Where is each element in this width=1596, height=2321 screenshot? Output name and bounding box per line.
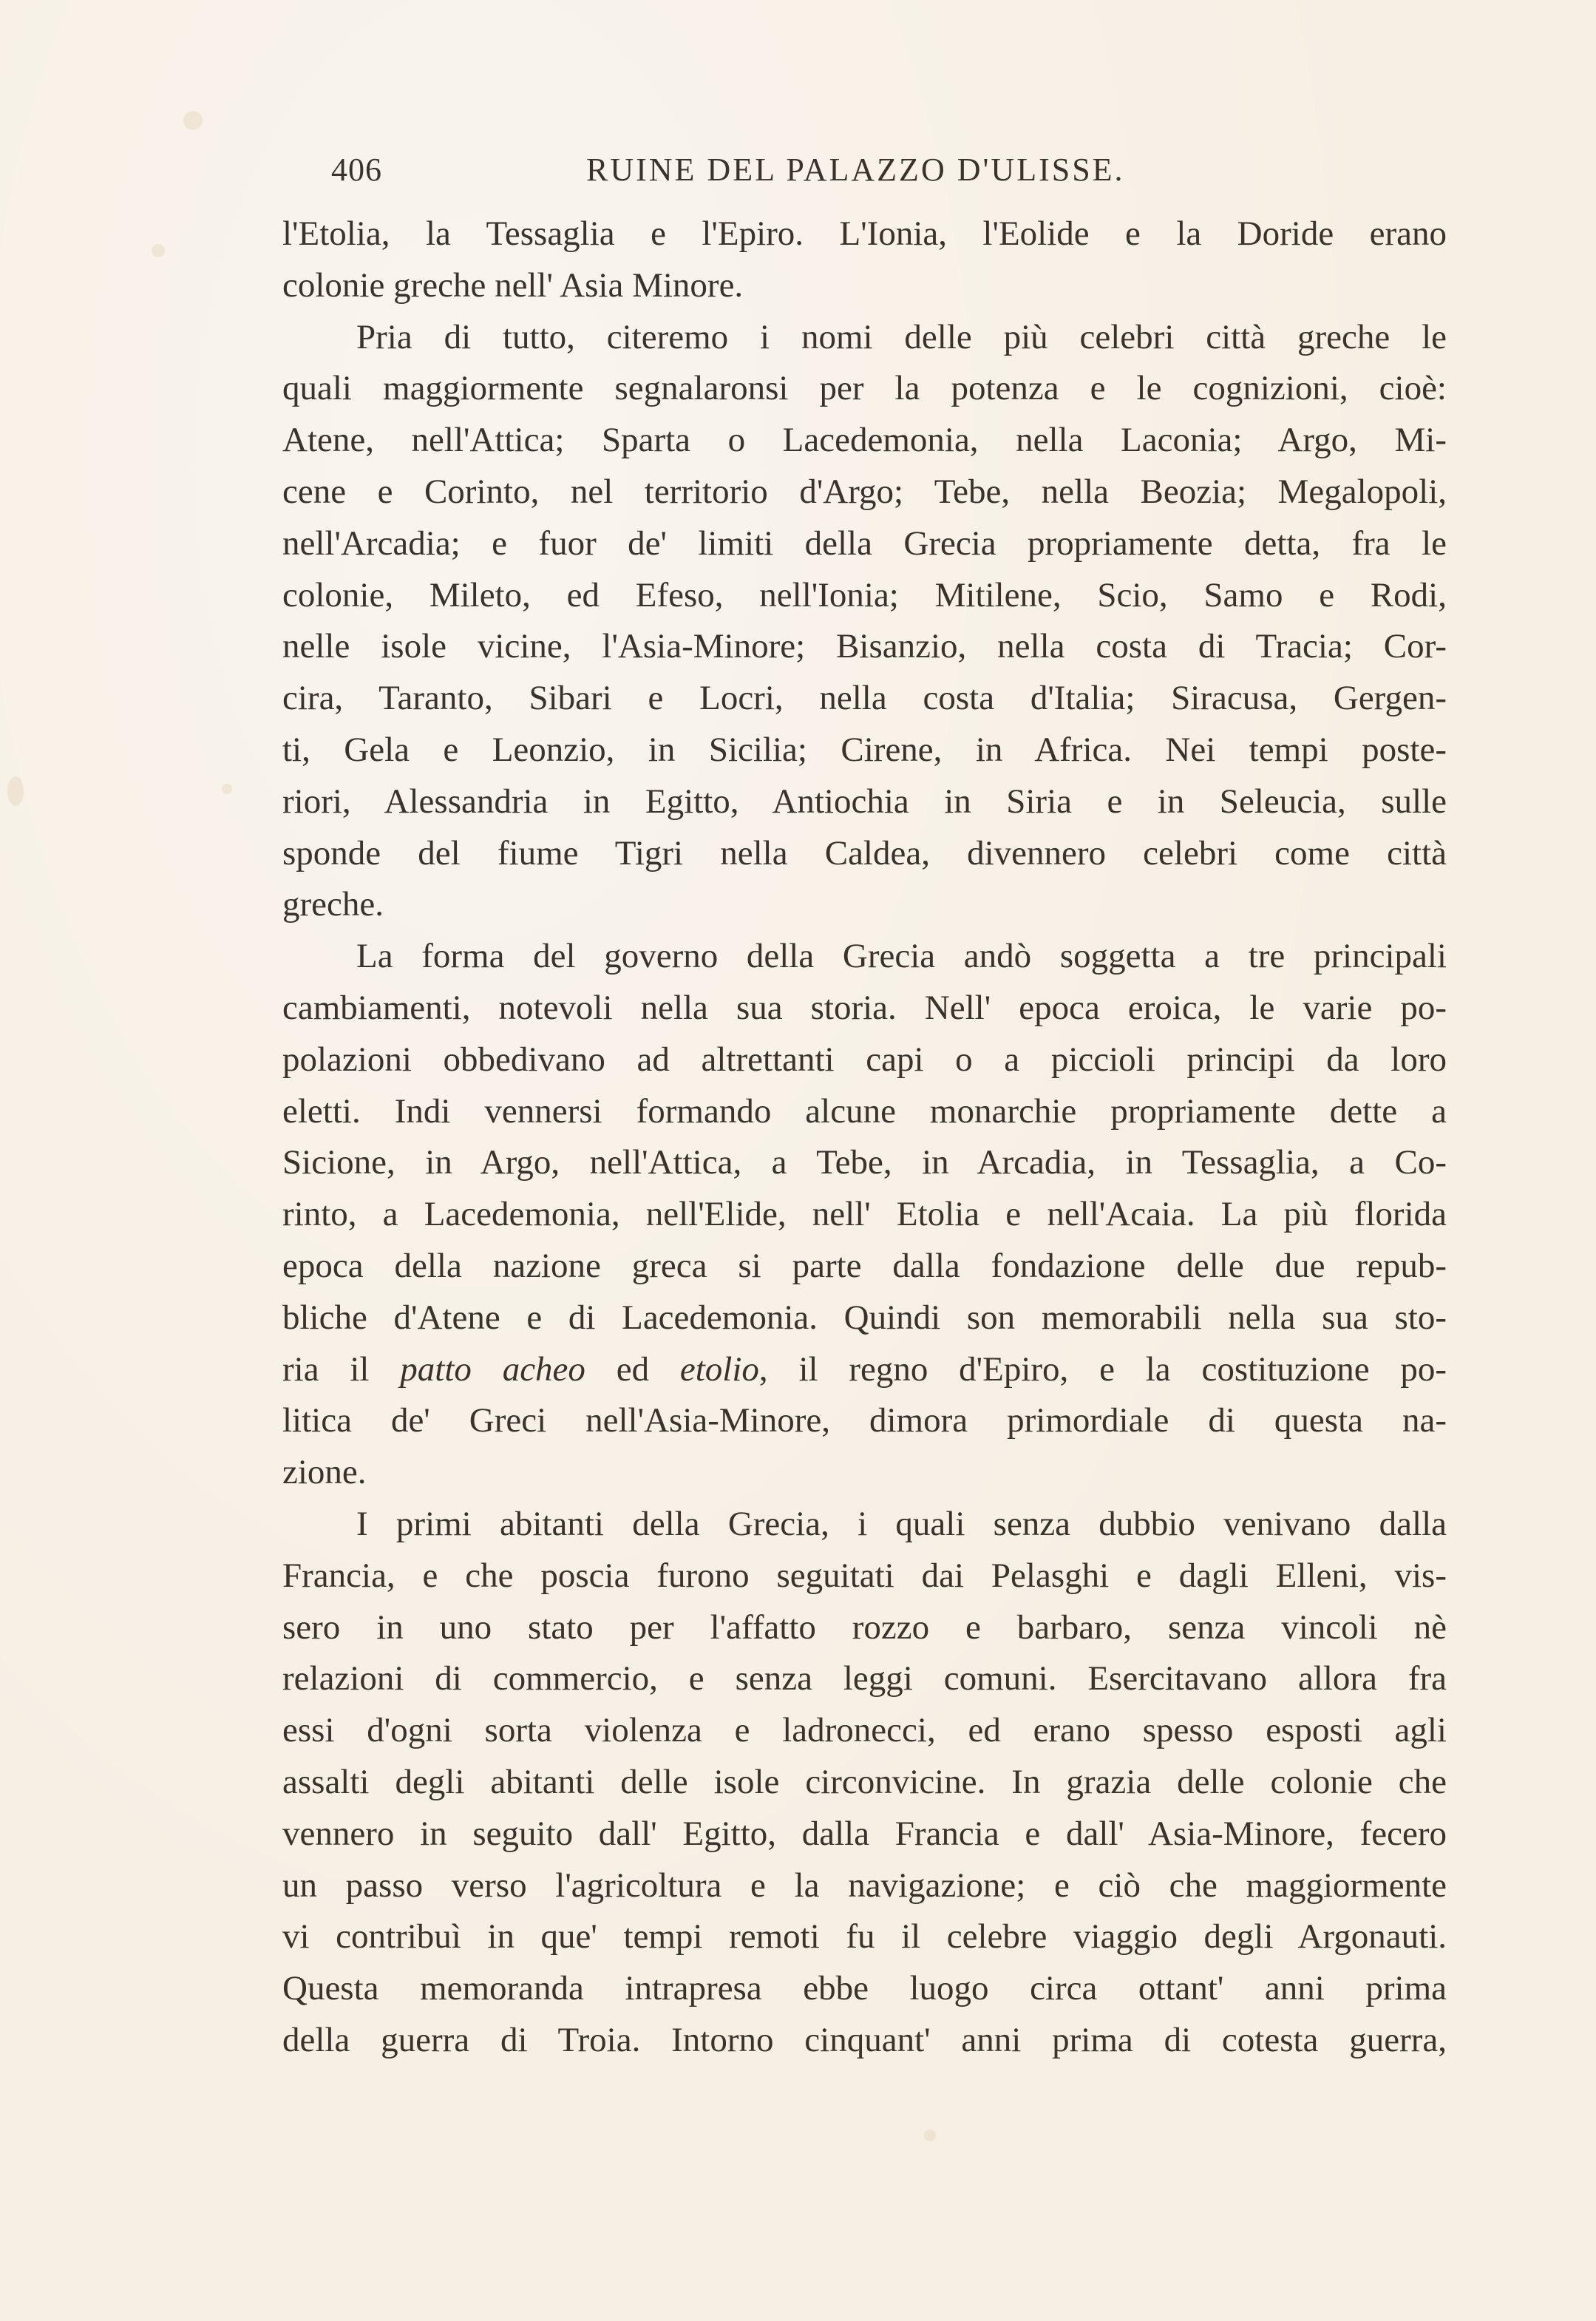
text-line: vennero in seguito dall' Egitto, dalla Francia e dall' Asia-Minore, fecero	[282, 1814, 1447, 1853]
text-line: zione.	[282, 1453, 367, 1492]
text-line: vi contribuì in que' tempi remoti fu il celebre viaggio degli Argonauti.	[282, 1917, 1447, 1956]
page-header	[331, 151, 1447, 203]
text-line-with-italics	[282, 1344, 1447, 1396]
text-line: colonie greche nell' Asia Minore.	[282, 265, 744, 305]
running-title: RUINE DEL PALAZZO D'ULISSE.	[586, 152, 1125, 188]
foxing-spot	[924, 2129, 936, 2141]
text-line: cira, Taranto, Sibari e Locri, nella costa d'Italia; Siracusa, Gergen-	[282, 679, 1447, 718]
text-line: essi d'ogni sorta violenza e ladronecci, ed erano spesso esposti agli	[282, 1711, 1447, 1750]
text-line: Francia, e che poscia furono seguitati dai Pelasghi e dagli Elleni, vis-	[282, 1556, 1447, 1595]
text-line: Questa memoranda intrapresa ebbe luogo circa ottant' anni prima	[282, 1969, 1447, 2008]
text-line: un passo verso l'agricoltura e la navigazione; e ciò che maggiormente	[282, 1866, 1447, 1905]
foxing-spot	[222, 784, 232, 794]
italic-term: patto acheo	[400, 1349, 585, 1389]
text-line: ti, Gela e Leonzio, in Sicilia; Cirene, in Africa. Nei tempi poste-	[282, 730, 1447, 769]
text-line: assalti degli abitanti delle isole circonvicine. In grazia delle colonie che	[282, 1762, 1447, 1801]
text-fragment: ria il	[282, 1349, 401, 1389]
italic-term: etolio	[679, 1349, 759, 1389]
text-line: riori, Alessandria in Egitto, Antiochia in Siria e in Seleucia, sulle	[282, 782, 1447, 821]
text-line: colonie, Mileto, ed Efeso, nell'Ionia; Mitilene, Scio, Samo e Rodi,	[282, 575, 1447, 614]
text-line: Sicione, in Argo, nell'Attica, a Tebe, in Arcadia, in Tessaglia, a Co-	[282, 1143, 1447, 1182]
text-line: della guerra di Troia. Intorno cinquant' anni prima di cotesta guerra,	[282, 2020, 1447, 2059]
text-line: polazioni obbedivano ad altrettanti capi o a piccioli principi da loro	[282, 1040, 1447, 1079]
text-line: quali maggiormente segnalaronsi per la potenza e le cognizioni, cioè:	[282, 369, 1447, 408]
text-line: nell'Arcadia; e fuor de' limiti della Grecia propriamente detta, fra le	[282, 524, 1447, 563]
text-line: eletti. Indi vennersi formando alcune monarchie propriamente dette a	[282, 1091, 1447, 1131]
foxing-spot	[7, 776, 24, 806]
text-line: greche.	[282, 885, 384, 924]
foxing-spot	[152, 244, 165, 257]
text-line: rinto, a Lacedemonia, nell'Elide, nell' Etolia e nell'Acaia. La più florida	[282, 1195, 1447, 1234]
text-line: nelle isole vicine, l'Asia-Minore; Bisanzio, nella costa di Tracia; Cor-	[282, 627, 1447, 666]
text-line: cambiamenti, notevoli nella sua storia. Nell' epoca eroica, le varie po-	[282, 988, 1447, 1027]
text-line: l'Etolia, la Tessaglia e l'Epiro. L'Ionia, l'Eolide e la Doride erano	[282, 214, 1447, 253]
paragraph-first-line: Pria di tutto, citeremo i nomi delle più celebri città greche le	[356, 317, 1447, 356]
text-fragment: , il regno d'Epiro, e la costituzione po-	[758, 1349, 1447, 1389]
text-line: litica de' Greci nell'Asia-Minore, dimora primordiale di questa na-	[282, 1401, 1447, 1440]
text-line: epoca della nazione greca si parte dalla fondazione delle due repub-	[282, 1246, 1447, 1285]
text-line: sero in uno stato per l'affatto rozzo e barbaro, senza vincoli nè	[282, 1607, 1447, 1647]
text-line: cene e Corinto, nel territorio d'Argo; Tebe, nella Beozia; Megalopoli,	[282, 472, 1447, 511]
foxing-spot	[183, 111, 203, 130]
paragraph-first-line: I primi abitanti della Grecia, i quali senza dubbio venivano dalla	[356, 1504, 1447, 1543]
text-fragment: ed	[585, 1349, 680, 1389]
paragraph-first-line: La forma del governo della Grecia andò soggetta a tre principali	[356, 937, 1447, 976]
text-line: bliche d'Atene e di Lacedemonia. Quindi son memorabili nella sua sto-	[282, 1298, 1447, 1337]
text-line: relazioni di commercio, e senza leggi comuni. Esercitavano allora fra	[282, 1659, 1447, 1698]
text-line: sponde del fiume Tigri nella Caldea, divennero celebri come città	[282, 833, 1447, 873]
page-number: 406	[331, 152, 382, 188]
text-line: Atene, nell'Attica; Sparta o Lacedemonia, nella Laconia; Argo, Mi-	[282, 421, 1447, 460]
body-text	[282, 209, 1447, 2067]
